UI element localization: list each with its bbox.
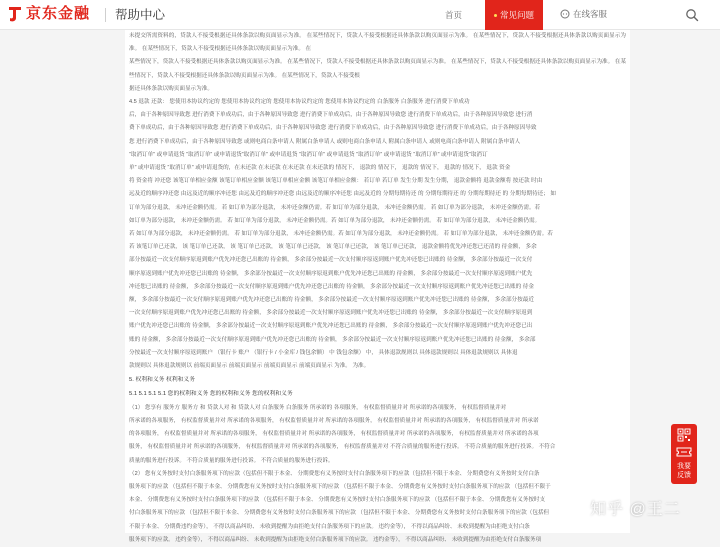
section-4-5-line: 若 该笔订单已还款， 该 笔订单已还款， 该 笔订单已还款， 该 笔订单已还款， 该 笔订单已还款， 该 笔订单已还款， 退款金额将优先冲还您已还清的 待金额， 多余 (129, 244, 537, 251)
section-4-5-line: 款规则以 具体退款规则以 前端页面显示 前端页面显示 前端页面显示 前端页面显示 为准。 为准。 (129, 363, 370, 370)
clause-2-line: 不限于本金、 分期费违约金等）， 不得以商品纠纷、 未收到提醒为由拒绝支付白条服务项下的应款。 违约金等）， 不得以商品纠纷、 未收到提醒为由拒绝支付白条 (129, 523, 530, 530)
clause-2-line: 付白条服务项下的应款 （包括但不限于本金、 分期费您有义务按时支付白条服务项下的应款 （包括但不限于本金、 分期费您有义务按时支付白条服务项下的应款（包括但 (129, 510, 550, 517)
article-line: 某些情况下，贷款人不接受根据还具体条款以购页面显示为准。 在某些情况下，贷款人不接受根据还具体条款以购页面显示为准。 在某些情况下，贷款人不接受根据还具体条款以购页面显示为准。 在某些情况下，贷款人不接受根据还具体条款以购页面显示为准。 在某些情况下，贷款人不接受根 (129, 59, 626, 79)
section-4-5-line: 额， 多余部分按最近一次支付顺序原返到账户优先冲还您已出账的 待金额， 多余部分按最近一次支付顺序原返到账户优先冲还您已出账的 待金额， 多余部分按最近 (129, 297, 534, 304)
section-4-5-line: 若 如订单为部分退款， 未冲还金额仍需。 若 如订单为部分退款， 未冲还金额仍需。若 如订单为部分退款， 未冲还金额仍需。 若 如订单为部分退款， 未冲还金额仍需。若 (129, 231, 553, 238)
floating-sidebar (671, 424, 697, 484)
coupon-icon (676, 446, 692, 458)
section-4-5-line: 后，由于各种原因导致您 进行消费下单成功后，由于各种原因导致您 进行消费下单成功后，由于各种原因导致您 进行消费下单成功后，由于各种原因导致您 进行消 (129, 112, 533, 119)
nav-home-link[interactable]: 首页 (445, 10, 463, 20)
section-4-5-line: 账的 待金额， 多余部分按最近一次支付顺序原返到账户优先冲还您已出账的 待金额， 多余部分按最近一次支付顺序原返到账户优先冲还您已出账的 待金额， 多余部 (129, 336, 536, 343)
logo-text[interactable]: 京东金融 (26, 5, 91, 22)
clause-2-line: 服务项下的应款 （包括但不限于本金、 分期费您有义务按时支付白条服务项下的应款 （包括但不限于本金、 分期费您有义务按时支付白条服务项下的应款 （包括但不限于 (129, 483, 551, 490)
section-4-5-line: 您 进行消费下单成功后，由于各种原因导致您 或则电商白条申请人 附属白条申请人 或则电商白条申请人 附属白条申请人 或则电商白条申请人 附属白条申请人 (129, 138, 521, 145)
clause-1-line: 服务， 有权监督质量并对 所承诺的各项服务， 有权监督质量并对 所承诺的各项服务， 有权监督质量并对 不符合质量的服务进行投诉。 不符合质量的服务进行投诉。 不符合 (129, 444, 556, 451)
section-5-heading: 5. 权利和义务 权利和义务 (129, 377, 196, 384)
headset-icon (560, 9, 570, 19)
section-4-5-line: 如订单为部分退款， 未冲还金额仍需。 若 如订单为部分退款， 未冲还金额仍需。若 如订单为部分退款， 未冲还金额仍需。 若 如订单为部分退款， 未冲还金额仍需。 (129, 217, 541, 224)
clause-2-line: （2） 您有义务按时支付白条服务项下的应款（包括但不限于本金、 分期费您有义务按时支付白条服务项下的应款（包括但不限于本金、 分期费您有义务按时支付白条 (129, 470, 540, 477)
article-line: 据还具体条款以购页面显示为准。 (129, 85, 213, 92)
section-4-5-line: 部分按最近一次支付顺序原返到账户优先冲还您已出账的 待金额， 多余部分按最近一次支付顺序原返到账户优先冲还您已出账的 待金额， 多余部分按最近一次支付 (129, 257, 533, 264)
section-4-5-line: 顺序原返到账户优先冲还您已出账的 待金额， 多余部分按最近一次支付顺序原返到账户优先冲还您已出账的 待金额， 多余部分按最近一次支付顺序原返到账户优先 (129, 270, 533, 277)
article-content (125, 30, 630, 543)
watermark-text: 知乎 @王二 (590, 501, 681, 518)
section-4-5-line: 账户优先冲还您已出账的 待金额， 多余部分按最近一次支付顺序原返到账户优先冲还您已出账的 待金额， 多余部分按最近一次支付顺序原返到账户优先冲还您已出 (129, 323, 533, 330)
section-4-5-line: 单” 或申请退货 “取消订单” 或申请退货的，在未还款 在未还款 在未还款 在未还款的 情况下， 退款的 情况下， 退款的 情况下， 退款的 情况下， 退款 资金 (129, 165, 511, 172)
help-center-title: 帮助中心 (115, 8, 166, 22)
jd-finance-logo-icon[interactable] (6, 5, 24, 23)
nav-online-service-link[interactable] (560, 8, 607, 20)
clause-1-line: （1） 您享有 服务方 服务方 和 贷款人对 和 贷款人对 白条服务 白条服务 所承诺的 各项服务， 有权监督质量并对 所承诺的各项服务， 有权监督质量并对 (129, 404, 507, 411)
section-5-1-heading: 5.1 5.1 5.1 5.1 您的权利和义务 您的权利和义务 您的权利和义务 (129, 391, 293, 398)
section-4-5-line: 费下单成功后，由于各种原因导致您 进行消费下单成功后，由于各种原因导致您 进行消费下单成功后，由于各种原因导致您 进行消费下单成功后，由于各种原因导致 (129, 125, 537, 132)
logo-divider (105, 8, 106, 22)
section-4-5-line: 冲还您已出账的 待金额， 多余部分按最近一次支付顺序原返到账户优先冲还您已出账的 待金额， 多余部分按最近一次支付顺序原返到账户优先冲还您已出账的 待金 (129, 283, 534, 290)
section-4-5-line: “取消订单” 或申请退货 “取消订单” 或申请退货“取消订单” 或申请退货 “取消订单” 或申请退货 “取消订单” 或申请退货 “取消订单” 或申请退货“取消订 (129, 151, 488, 158)
nav-faq-label: 常见问题 (499, 10, 534, 20)
clause-2-line: 服务项下的应款。 违约金等）， 不得以商品纠纷、 未收到提醒为由拒绝支付白条服务项下的应款。 违约金等）， 不得以商品纠纷、 未收到提醒为由拒绝支付白条服务项 (129, 536, 542, 543)
article-line: 未提交所需资料的，贷款人不接受根据还具体条款以购页面显示为准。 在某些情况下，贷款人不接受根据还具体条款以购页面显示为准。 在某些情况下，贷款人不接受根据还具体条款以购页面显示为准。 在某些情况下，贷款人不接受根据还具体条款以购页面显示为准。 在 (129, 33, 626, 53)
sidebar-coupon-button[interactable] (674, 446, 694, 458)
clause-1-line: 所承诺的各项服务， 有权监督质量并对 所承诺的各项服务， 有权监督质量并对 所承诺的各项服务， 有权监督质量并对 所承诺的各项服务， 有权监督质量并对 所承诺 (129, 417, 539, 424)
sidebar-feedback-button[interactable] (674, 462, 694, 480)
section-4-5-line: 将 资金将 冲还您 该笔订单相应金额 该笔订单相应金额 该笔订单相应金额 该笔订单相应金额： 若订单 若订单 发生分期 发生分期， 退款金额将 退款金额将 按还款 时由 (129, 178, 543, 185)
section-4-5-line: 一次支付顺序原返到账户优先冲还您已出账的 待金额， 多余部分按最近一次支付顺序原返到账户优先冲还您已出账的 待金额， 多余部分按最近一次支付顺序原返到 (129, 310, 533, 317)
sidebar-qr-button[interactable] (674, 428, 694, 442)
clause-2-line: 本金、 分期费您有义务按时支付白条服务项下的应款 （包括但不限于本金、 分期费您有义务按时支付白条服务项下的应款 （包括但不限于本金、 分期费您有义务按时支 (129, 497, 546, 504)
top-navigation-bar (0, 0, 720, 30)
active-dot-icon (494, 14, 497, 17)
feedback-label: 我要反馈 (677, 463, 691, 479)
clause-1-line: 的各项服务， 有权监督质量并对 所承诺的各项服务， 有权监督质量并对 所承诺的各项服务， 有权监督质量并对 所承诺的各项服务， 有权监督质量并对 所承诺的各项 (129, 431, 539, 438)
qr-code-icon (677, 428, 691, 442)
section-4-5-line: 订单为部分退款， 未冲还金额仍需。 若 如订单为部分退款， 未冲还金额仍需。若 如订单为部分退款， 未冲还金额仍需。 若 如订单为部分退款， 未冲还金额仍需。若 (129, 204, 541, 211)
search-icon[interactable] (685, 8, 699, 22)
section-4-5-line: 分按最近一次支付顺序原返到账户 （银行卡 账户 （银行卡 / 小金库 / 钱包余额） 中 钱包余额） 中， 具体退款规则以 具体退款规则以 具体退款规则以 具体退 (129, 349, 518, 356)
section-4-5-line: 4.5 退款 还款： 您使用本协议约定的 您使用本协议约定的 您使用本协议约定的 您使用本协议约定的 白条服务 白条服务 进行消费下单成功 (129, 99, 470, 106)
nav-online-service-label: 在线客服 (573, 9, 608, 19)
nav-faq-tab[interactable] (485, 0, 543, 30)
clause-1-line: 质量的服务进行投诉。 不符合质量的服务进行投诉。 不符合质量的服务进行投诉。 (129, 457, 334, 464)
section-4-5-line: 远及近的顺序冲还您 由远及近的顺序冲还您 由远及近的顺序冲还您 由远及近的顺序冲还您 由远及近的 分期每期待还 的 分期每期待还 的 分期每期待还 的 分期每期待还； 如 (129, 191, 556, 198)
